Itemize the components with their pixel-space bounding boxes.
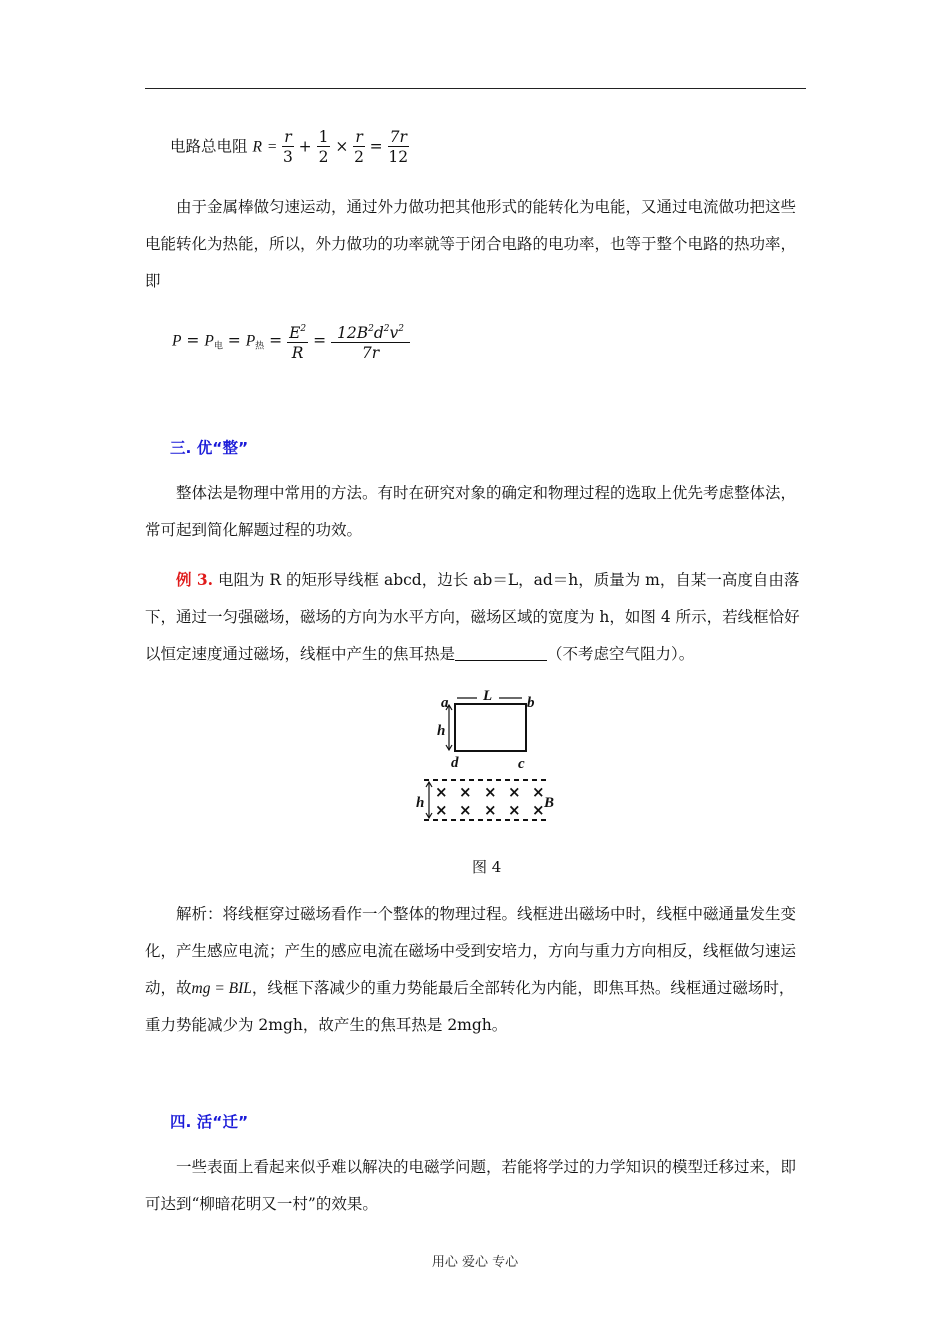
frac-num-part: d: [373, 324, 384, 342]
frac-den: 3: [283, 148, 293, 166]
fraction-7r-12: [388, 128, 409, 167]
field-cross-icon: ×: [484, 801, 497, 819]
label-B: B: [544, 795, 555, 811]
figure-4-diagram: [410, 683, 570, 828]
subscript-re: 热: [255, 341, 265, 352]
section-3-heading: 三. 优“整”: [170, 439, 249, 457]
var-P: P: [172, 332, 182, 350]
label-L: L: [483, 688, 493, 704]
field-cross-icon: ×: [508, 801, 521, 819]
var-P-re: P: [245, 332, 256, 350]
fraction-1-2: [317, 128, 331, 167]
frac-den: 2: [318, 148, 329, 166]
holistic-method-paragraph: 整体法是物理中常用的方法。有时在研究对象的确定和物理过程的选取上优先考虑整体法，常可起到简化解题过程的功效。: [145, 484, 797, 539]
times-sign: ×: [335, 137, 349, 156]
frac-num-part: v: [389, 324, 399, 342]
var-R: R: [252, 138, 262, 156]
power-formula: [172, 320, 410, 363]
label-a: a: [441, 695, 449, 711]
frac-den: 7r: [361, 344, 380, 362]
wire-frame: [455, 704, 526, 751]
equals-sign: =: [266, 138, 278, 156]
model-transfer-paragraph: 一些表面上看起来似乎难以解决的电磁学问题，若能将学过的力学知识的模型迁移过来，即可达到“柳暗花明又一村”的效果。: [145, 1158, 797, 1213]
field-cross-icon: ×: [484, 783, 497, 801]
superscript: 2: [383, 324, 390, 334]
frac-num-part: 12B: [337, 324, 369, 342]
superscript: 2: [300, 324, 307, 334]
field-cross-icon: ×: [532, 801, 545, 819]
section-4-heading: 四. 活“迁”: [170, 1113, 249, 1131]
analysis-text: 解析：将线框穿过磁场看作一个整体的物理过程。线框进出磁场中时，线框中磁通量发生变化，产生感应电流；产生的感应电流在磁场中受到安培力，方向与重力方向相反，线框做匀速运动，故: [145, 905, 797, 997]
frac-den: 12: [388, 148, 409, 166]
analysis-paragraph: [145, 896, 807, 1044]
page-footer: 用心 爱心 专心: [431, 1255, 519, 1270]
frac-num: 7r: [389, 128, 407, 146]
label-b: b: [527, 695, 535, 711]
equals-sign: =: [313, 331, 327, 350]
analysis-formula: mg = BIL: [191, 980, 252, 997]
fraction-power: [331, 320, 410, 363]
power-paragraph: 由于金属棒做匀速运动，通过外力做功把其他形式的能转化为电能，又通过电流做功把这些电能转化为热能，所以，外力做功的功率就等于闭合电路的电功率，也等于整个电路的热功率，即: [145, 198, 797, 290]
example-text-end: （不考虑空气阻力）。: [547, 645, 695, 663]
field-cross-icon: ×: [435, 783, 448, 801]
example-label: 例 3.: [176, 570, 214, 589]
fraction-r-2: [353, 128, 364, 167]
label-d: d: [451, 755, 459, 771]
equals-sign: =: [369, 137, 383, 156]
answer-blank: [455, 646, 547, 661]
equals-sign: =: [269, 331, 283, 350]
total-resistance-formula: [170, 128, 409, 167]
equals-sign: =: [227, 331, 241, 350]
formula-label: 电路总电阻: [170, 137, 248, 156]
var-P-dian: P: [204, 332, 214, 350]
example-3-paragraph: [145, 561, 807, 673]
equals-sign: =: [186, 331, 200, 350]
superscript: 2: [368, 324, 374, 334]
field-cross-icon: ×: [435, 801, 448, 819]
frac-den: 2: [354, 148, 364, 166]
example-text: 电阻为 R 的矩形导线框 abcd，边长 ab＝L，ad＝h，质量为 m，自某一高度自由落下，通过一匀强磁场，磁场的方向为水平方向，磁场区域的宽度为 h，如图 4 所示，若线框恰好以恒定速度通过磁场，线框中产生的焦耳热是: [145, 571, 800, 663]
field-cross-icon: ×: [508, 783, 521, 801]
frac-num: E: [289, 324, 301, 342]
fraction-E2-R: [287, 320, 308, 363]
frac-den: R: [291, 344, 304, 362]
frac-num: r: [284, 128, 292, 146]
field-cross-icon: ×: [459, 783, 472, 801]
label-h-frame: h: [437, 723, 446, 739]
frac-num: r: [355, 128, 363, 146]
frac-num: 1: [318, 128, 329, 146]
plus-sign: +: [298, 137, 312, 156]
label-c: c: [518, 756, 525, 772]
analysis-text-end: ，线框下落减少的重力势能最后全部转化为内能，即焦耳热。线框通过磁场时，重力势能减少为 2mgh，故产生的焦耳热是 2mgh。: [145, 979, 795, 1034]
label-h-field: h: [416, 795, 425, 811]
figure-caption: 图 4: [472, 858, 502, 876]
superscript: 2: [398, 324, 405, 334]
subscript-dian: 电: [213, 341, 223, 352]
fraction-r-3: [282, 128, 293, 167]
field-cross-icon: ×: [532, 783, 545, 801]
header-rule: [145, 88, 806, 89]
field-cross-icon: ×: [459, 801, 472, 819]
